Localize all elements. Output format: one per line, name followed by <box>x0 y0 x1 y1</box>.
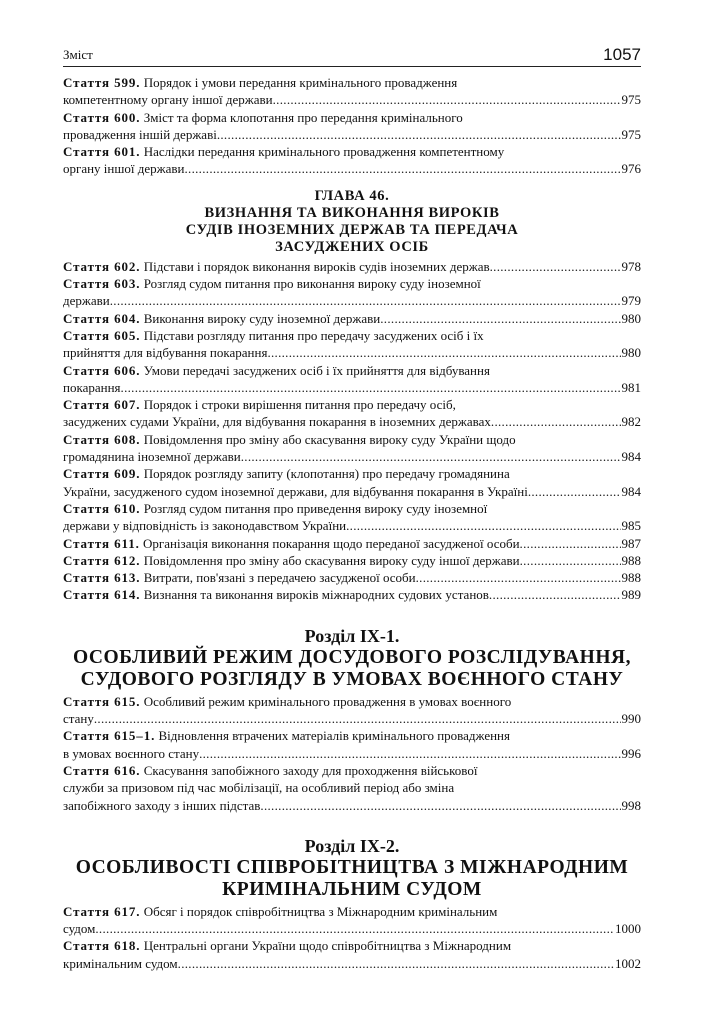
article-title-part: Повідомлення про зміну або скасування вироку суду України щодо <box>143 431 516 447</box>
article-number: Стаття 614. <box>63 587 141 603</box>
entry-line <box>63 327 641 344</box>
page-ref: 978 <box>621 258 641 274</box>
entry-last-line <box>63 955 641 972</box>
toc-entry[interactable] <box>63 937 641 972</box>
article-title-part: прийняття для відбування покарання <box>63 345 268 361</box>
section-ix1-heading <box>63 626 641 691</box>
entry-last-line <box>63 517 641 534</box>
article-title-part: засуджених судами України, для відбування покарання в іноземних державах <box>63 414 491 430</box>
article-number: Стаття 600. <box>63 109 141 125</box>
section-title-line: СУДОВОГО РОЗГЛЯДУ В УМОВАХ ВОЄННОГО СТАНУ <box>80 668 624 690</box>
toc-entry[interactable] <box>63 362 641 397</box>
section-ix1-entries <box>63 693 641 814</box>
leader-dots <box>110 292 621 309</box>
leader-dots <box>528 483 621 500</box>
entry-line <box>63 762 641 779</box>
article-number: Стаття 599. <box>63 75 141 90</box>
chapter-heading-line: ВИЗНАННЯ ТА ВИКОНАННЯ ВИРОКІВ <box>204 204 500 221</box>
toc-entry[interactable] <box>63 762 641 814</box>
section-ix2-heading <box>63 836 641 901</box>
entry-last-line <box>63 797 641 814</box>
page-ref: 984 <box>621 483 641 499</box>
leader-dots <box>184 160 620 177</box>
article-number: Стаття 602. <box>63 258 141 274</box>
article-title-part: Підстави розгляду питання про передачу засуджених осіб і їх <box>143 327 484 343</box>
toc-entry[interactable] <box>63 431 641 466</box>
section-ix2-entries <box>63 903 641 972</box>
article-number: Стаття 608. <box>63 431 141 447</box>
article-title-part: Умови передачі засуджених осіб і їх прийняття для відбування <box>143 362 490 378</box>
article-title: Повідомлення про зміну або скасування вироку суду іншої держави <box>143 552 520 568</box>
entry-last-line <box>63 379 641 396</box>
article-number: Стаття 617. <box>63 903 141 919</box>
toc-entry[interactable] <box>63 535 641 552</box>
leader-dots <box>416 569 621 586</box>
page-ref: 998 <box>621 797 641 813</box>
header-section-title: Зміст <box>63 47 93 62</box>
chapter-heading-line: ЗАСУДЖЕНИХ ОСІБ <box>275 238 429 255</box>
article-title-part: Особливий режим кримінального провадження в умовах воєнного <box>143 693 512 709</box>
toc-entry[interactable] <box>63 903 641 938</box>
article-title-part: в умовах воєнного стану <box>63 745 200 761</box>
page-ref: 989 <box>621 587 641 603</box>
leader-dots <box>267 344 620 361</box>
article-title-part: служби за призовом під час мобілізації, на особливий період або зміна <box>63 780 455 796</box>
entry-line <box>63 362 641 379</box>
article-number: Стаття 607. <box>63 397 141 413</box>
entry-last-line <box>63 710 641 727</box>
article-title-part: Розгляд судом питання про приведення вироку суду іноземної <box>143 500 488 516</box>
entry-line <box>63 396 641 413</box>
entry-last-line <box>63 126 641 143</box>
chapter-46-entries <box>63 258 641 604</box>
page-ref: 1000 <box>615 921 641 937</box>
article-title-part: громадянина іноземної держави <box>63 449 241 465</box>
toc-entry[interactable] <box>63 109 641 144</box>
page-ref: 988 <box>621 552 641 568</box>
entry-line <box>63 74 641 91</box>
entry-line <box>63 903 641 920</box>
leader-dots <box>520 552 621 569</box>
entry-last-line <box>63 292 641 309</box>
article-title: Організація виконання покарання щодо переданої засудженої особи <box>143 535 520 551</box>
page-ref: 984 <box>621 449 641 465</box>
article-number: Стаття 605. <box>63 327 141 343</box>
leader-dots <box>489 586 621 603</box>
toc-entry[interactable] <box>63 275 641 310</box>
page-ref: 979 <box>621 293 641 309</box>
toc-entry[interactable] <box>63 74 641 109</box>
article-title-part: судом <box>63 921 96 937</box>
article-title-part: Скасування запобіжного заходу для проходження військової <box>143 762 478 778</box>
entry-line <box>63 275 641 292</box>
article-title-part: Порядок і строки вирішення питання про передачу осіб, <box>143 397 456 413</box>
article-title-part: компетентному органу іншої держави <box>63 92 273 108</box>
article-title: Визнання та виконання вироків міжнародних судових установ <box>143 587 489 603</box>
article-title-part: органу іншої держави <box>63 161 185 177</box>
page-ref: 980 <box>621 310 641 326</box>
entry-last-line <box>63 91 641 108</box>
entry-line <box>63 465 641 482</box>
page-ref: 975 <box>621 92 641 108</box>
article-number: Стаття 604. <box>63 310 141 326</box>
toc-entry[interactable] <box>63 327 641 362</box>
leader-dots <box>273 91 621 108</box>
entry-line <box>63 727 641 744</box>
entry-last-line <box>63 745 641 762</box>
article-title-part: Розгляд судом питання про виконання вироку суду іноземної <box>143 276 481 292</box>
toc-entry[interactable] <box>63 500 641 535</box>
section-title-line: ОСОБЛИВОСТІ СПІВРОБІТНИЦТВА З МІЖНАРОДНИМ <box>75 856 629 878</box>
leader-dots <box>241 448 621 465</box>
toc-entry[interactable] <box>63 586 641 603</box>
entry-last-line <box>63 344 641 361</box>
page-ref: 985 <box>621 518 641 534</box>
entry-line <box>63 937 641 954</box>
article-number: Стаття 618. <box>63 938 141 954</box>
leader-dots <box>346 517 620 534</box>
page-ref: 988 <box>621 570 641 586</box>
toc-page <box>63 42 641 972</box>
article-title-part: Порядок і умови передання кримінального провадження <box>143 75 458 90</box>
article-number: Стаття 616. <box>63 762 141 778</box>
toc-entry[interactable] <box>63 258 641 275</box>
article-number: Стаття 603. <box>63 276 141 292</box>
article-number: Стаття 615–1. <box>63 728 156 744</box>
article-title-part: провадження іншій державі <box>63 126 217 142</box>
section-title-line: ОСОБЛИВИЙ РЕЖИМ ДОСУДОВОГО РОЗСЛІДУВАННЯ, <box>73 646 631 668</box>
article-title: Виконання вироку суду іноземної держави <box>143 310 381 326</box>
leader-dots <box>199 745 620 762</box>
toc-top-entries <box>63 74 641 178</box>
leader-dots <box>491 413 621 430</box>
article-title-part: кримінальним судом <box>63 955 178 971</box>
leader-dots <box>380 310 620 327</box>
article-title-part: Обсяг і порядок співробітництва з Міжнародним кримінальним <box>143 903 498 919</box>
page-ref: 996 <box>621 745 641 761</box>
entry-line <box>63 143 641 160</box>
toc-entry[interactable] <box>63 396 641 431</box>
article-title-part: Наслідки передання кримінального провадження компетентному <box>143 144 505 160</box>
toc-entry[interactable] <box>63 569 641 586</box>
leader-dots <box>178 955 614 972</box>
article-number: Стаття 615. <box>63 693 141 709</box>
article-title-part: Зміст та форма клопотання про передання кримінального <box>143 109 463 125</box>
section-title-line: КРИМІНАЛЬНИМ СУДОМ <box>222 878 482 900</box>
article-title-part: держави <box>63 293 110 309</box>
page-ref: 990 <box>621 711 641 727</box>
chapter-heading-line: СУДІВ ІНОЗЕМНИХ ДЕРЖАВ ТА ПЕРЕДАЧА <box>185 221 519 238</box>
leader-dots <box>217 126 621 143</box>
article-title-part: України, засудженого судом іноземної держави, для відбування покарання в Україні <box>63 483 528 499</box>
entry-line <box>63 779 641 796</box>
entry-last-line <box>63 483 641 500</box>
page-ref: 1002 <box>615 955 641 971</box>
article-title-part: покарання <box>63 379 121 395</box>
toc-entry[interactable] <box>63 143 641 178</box>
article-number: Стаття 610. <box>63 500 141 516</box>
page-ref: 975 <box>621 126 641 142</box>
entry-last-line <box>63 160 641 177</box>
article-title-part: запобіжного заходу з інших підстав <box>63 797 261 813</box>
article-title-part: Центральні органи України щодо співробітництва з Міжнародним <box>143 938 512 954</box>
chapter-heading-line: ГЛАВА 46. <box>314 187 390 204</box>
leader-dots <box>490 258 621 275</box>
article-number: Стаття 611. <box>63 535 140 551</box>
section-number: Розділ IX-2. <box>304 835 400 856</box>
article-title: Підстави і порядок виконання вироків судів іноземних держав <box>143 258 490 274</box>
article-title: Витрати, пов'язані з передачею засудженої особи <box>143 570 416 586</box>
toc-entry[interactable] <box>63 552 641 569</box>
leader-dots <box>94 710 621 727</box>
leader-dots <box>520 535 621 552</box>
toc-entry[interactable] <box>63 465 641 500</box>
leader-dots <box>95 920 614 937</box>
leader-dots <box>121 379 621 396</box>
running-header <box>63 42 641 67</box>
entry-line <box>63 500 641 517</box>
article-title-part: держави у відповідність із законодавством України <box>63 518 347 534</box>
page-ref: 987 <box>621 535 641 551</box>
article-number: Стаття 606. <box>63 362 141 378</box>
entry-line <box>63 693 641 710</box>
article-title-part: Порядок розгляду запиту (клопотання) про передачу громадянина <box>143 466 510 482</box>
entry-last-line <box>63 413 641 430</box>
chapter-46-heading <box>63 188 641 256</box>
leader-dots <box>260 797 620 814</box>
article-number: Стаття 601. <box>63 144 141 160</box>
entry-line <box>63 431 641 448</box>
article-number: Стаття 609. <box>63 466 141 482</box>
page-ref: 976 <box>621 161 641 177</box>
toc-entry[interactable] <box>63 310 641 327</box>
page-ref: 980 <box>621 345 641 361</box>
toc-entry[interactable] <box>63 693 641 728</box>
section-number: Розділ IX-1. <box>304 625 400 646</box>
entry-last-line <box>63 448 641 465</box>
entry-last-line <box>63 920 641 937</box>
page-ref: 982 <box>621 414 641 430</box>
page-number: 1057 <box>603 45 641 64</box>
article-number: Стаття 612. <box>63 552 141 568</box>
article-title-part: стану <box>63 711 94 727</box>
page-ref: 981 <box>621 379 641 395</box>
entry-line <box>63 109 641 126</box>
toc-entry[interactable] <box>63 727 641 762</box>
article-title-part: Відновлення втрачених матеріалів кримінального провадження <box>158 728 510 744</box>
article-number: Стаття 613. <box>63 570 141 586</box>
